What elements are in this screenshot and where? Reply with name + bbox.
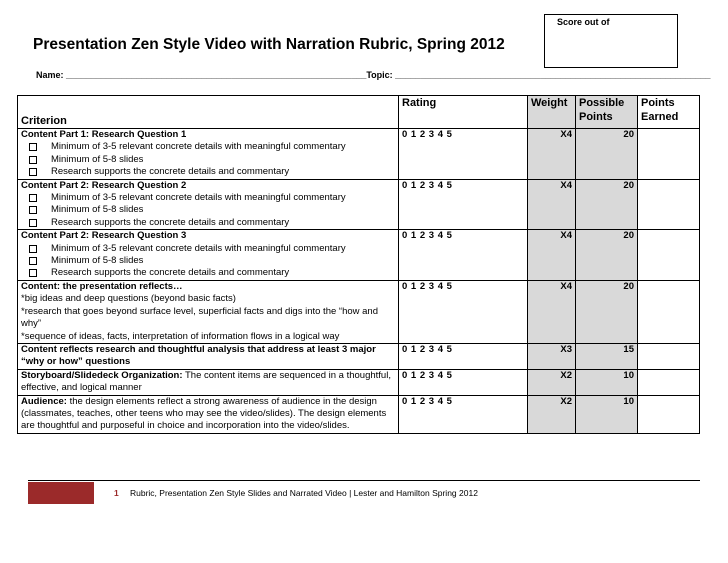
weight-value: X4 [528,179,576,230]
rating-scale: 0 1 2 3 4 5 [399,280,528,343]
weight-value: X2 [528,395,576,433]
checkbox-icon [29,143,37,151]
points-earned-cell[interactable] [638,179,700,230]
checklist-item: Minimum of 5-8 slides [21,204,395,216]
rubric-table [17,95,700,434]
checklist-item: Minimum of 5-8 slides [21,154,395,166]
possible-points-header: Possible Points [576,96,638,129]
criterion-body: The content items are sequenced in a thoughtful, effective, and logical manner [21,369,391,394]
criterion-cell [18,280,399,343]
rating-header: Rating [399,96,528,129]
weight-value: X3 [528,343,576,369]
header-row [18,96,700,129]
criterion-title: Content Part 1: Research Question 1 [21,129,187,140]
checklist-item: Minimum of 3-5 relevant concrete details with meaningful commentary [21,243,395,255]
checkbox-icon [29,168,37,176]
possible-points-value: 10 [576,395,638,433]
criterion-cell [18,179,399,230]
checklist-item: Minimum of 3-5 relevant concrete details with meaningful commentary [21,192,395,204]
checklist-item: Research supports the concrete details and commentary [21,267,395,279]
name-topic-line: Name: ____________________________________________________________Topic: _______________________________________________________________ [36,70,711,80]
checkbox-icon [29,269,37,277]
points-earned-cell[interactable] [638,343,700,369]
checklist-item: Research supports the concrete details and commentary [21,166,395,178]
rating-scale: 0 1 2 3 4 5 [399,230,528,281]
checklist-item: Minimum of 5-8 slides [21,255,395,267]
criterion-header: Criterion [18,96,399,129]
criterion-title: Storyboard/Slidedeck Organization: [21,369,183,381]
checkbox-icon [29,206,37,214]
criterion-cell [18,230,399,281]
rating-scale: 0 1 2 3 4 5 [399,129,528,180]
rubric-row [18,343,700,369]
weight-value: X4 [528,280,576,343]
checkbox-icon [29,219,37,227]
weight-value: X4 [528,230,576,281]
checkbox-icon [29,245,37,253]
criterion-title: Content Part 2: Research Question 3 [21,230,187,242]
rubric-row [18,369,700,395]
criterion-cell [18,369,399,395]
possible-points-value: 20 [576,129,638,180]
criterion-body: *big ideas and deep questions (beyond basic facts) *research that goes beyond surface level, superficial facts and digs into the “how and why” *sequence of ideas, facts, interpretation of information flows in a logical way [21,293,378,342]
criterion-title: Audience: [21,395,67,407]
points-earned-header: Points Earned [638,96,700,129]
rating-scale: 0 1 2 3 4 5 [399,343,528,369]
criterion-body: the design elements reflect a strong awareness of audience in the design (classmates, teaches, other teens who may see the video/slides). The design elements are thoughtful and purposeful in choice and incorporation into the video/slides. [21,395,387,432]
footer [28,480,700,503]
checkbox-icon [29,156,37,164]
checkbox-icon [29,194,37,202]
rating-scale: 0 1 2 3 4 5 [399,179,528,230]
weight-value: X4 [528,129,576,180]
points-earned-cell[interactable] [638,369,700,395]
criterion-title: Content reflects research and thoughtful analysis that address at least 3 major “why or how” questions [21,343,376,368]
page-title: Presentation Zen Style Video with Narration Rubric, Spring 2012 [33,36,505,53]
points-earned-cell[interactable] [638,129,700,180]
rating-scale: 0 1 2 3 4 5 [399,395,528,433]
possible-points-value: 20 [576,280,638,343]
score-box [544,14,678,68]
weight-header: Weight [528,96,576,129]
points-earned-cell[interactable] [638,230,700,281]
checklist-item: Minimum of 3-5 relevant concrete details with meaningful commentary [21,141,395,153]
rubric-row [18,395,700,433]
checkbox-icon [29,257,37,265]
rubric-row [18,179,700,230]
page-number: 1 [114,488,119,498]
criterion-cell [18,395,399,433]
possible-points-value: 20 [576,179,638,230]
rubric-row [18,230,700,281]
criterion-cell [18,129,399,180]
rating-scale: 0 1 2 3 4 5 [399,369,528,395]
criterion-cell [18,343,399,369]
points-earned-cell[interactable] [638,280,700,343]
criterion-title: Content Part 2: Research Question 2 [21,179,187,191]
possible-points-value: 20 [576,230,638,281]
checklist-item: Research supports the concrete details and commentary [21,217,395,229]
criterion-title: Content: the presentation reflects… [21,280,183,292]
points-earned-cell[interactable] [638,395,700,433]
rubric-row [18,280,700,343]
rubric-row [18,129,700,180]
weight-value: X2 [528,369,576,395]
possible-points-value: 10 [576,369,638,395]
score-label: Score out of [557,17,610,27]
footer-accent-block [28,482,94,504]
footer-text: Rubric, Presentation Zen Style Slides and Narrated Video | Lester and Hamilton Spring 2012 [130,488,478,498]
possible-points-value: 15 [576,343,638,369]
